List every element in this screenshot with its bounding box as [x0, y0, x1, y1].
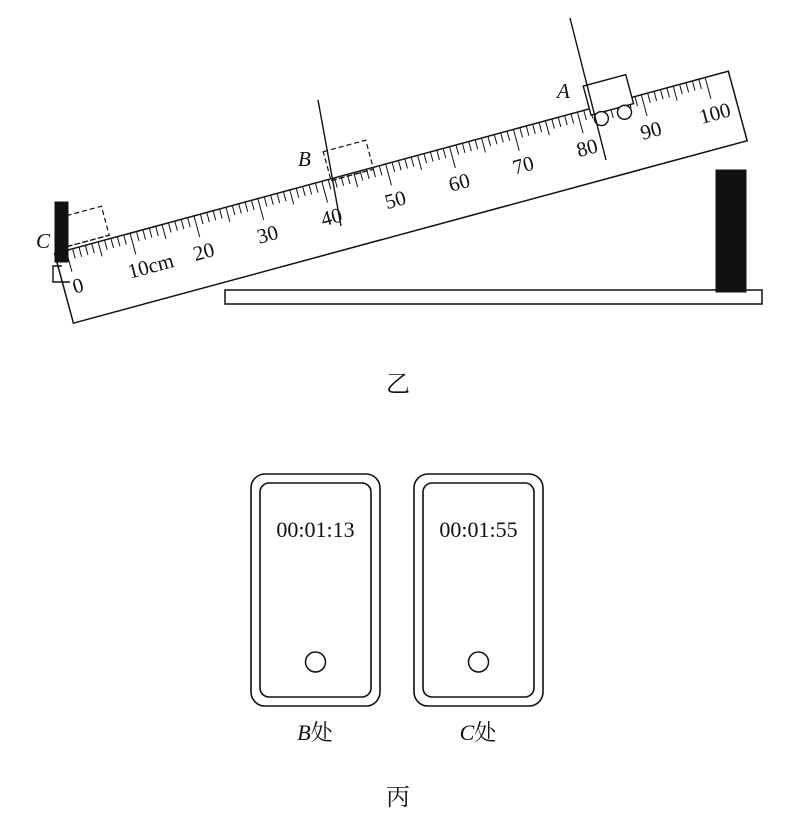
- ruler-tick-label: 90: [637, 116, 665, 145]
- phone-caption-b: [297, 720, 332, 746]
- ruler-tick-label: 30: [254, 219, 281, 249]
- ruler-tick-label: 20: [190, 237, 217, 266]
- ruler-tick-label: 100: [696, 97, 734, 129]
- timer-phones: [251, 474, 543, 746]
- end-stop: [55, 202, 68, 262]
- phone-caption-point: B: [297, 720, 311, 745]
- base-board: [225, 290, 762, 304]
- timer-reading: 00:01:55: [439, 517, 518, 542]
- ruler-tick-label: 60: [445, 168, 473, 197]
- phone-c: [414, 474, 543, 706]
- phone-caption-suffix: 处: [474, 721, 497, 746]
- timer-reading: 00:01:13: [276, 517, 355, 542]
- incline-diagram: [36, 18, 762, 323]
- ruler-tick-label: 80: [573, 133, 601, 163]
- phone-b: [251, 474, 380, 706]
- support-block: [716, 170, 746, 292]
- point-label-b: B: [298, 147, 311, 171]
- phone-caption-c: [460, 720, 497, 746]
- point-label-a: A: [557, 79, 570, 103]
- phone-caption-point: C: [459, 720, 475, 745]
- ruler-tick-label: 70: [509, 150, 537, 180]
- ruler-tick-label: 50: [382, 185, 409, 215]
- ruler: [55, 71, 748, 323]
- ruler-tick-label: 10cm: [125, 248, 177, 284]
- home-button: [469, 652, 489, 672]
- home-button: [306, 652, 326, 672]
- ruler-tick-label: 40: [318, 202, 345, 232]
- figure-caption-yi: 乙: [386, 370, 410, 398]
- figure-caption-bing: 丙: [386, 783, 410, 811]
- ruler-tick-label: 0: [69, 272, 87, 299]
- point-label-c: C: [36, 229, 51, 253]
- phone-caption-suffix: 处: [310, 721, 333, 746]
